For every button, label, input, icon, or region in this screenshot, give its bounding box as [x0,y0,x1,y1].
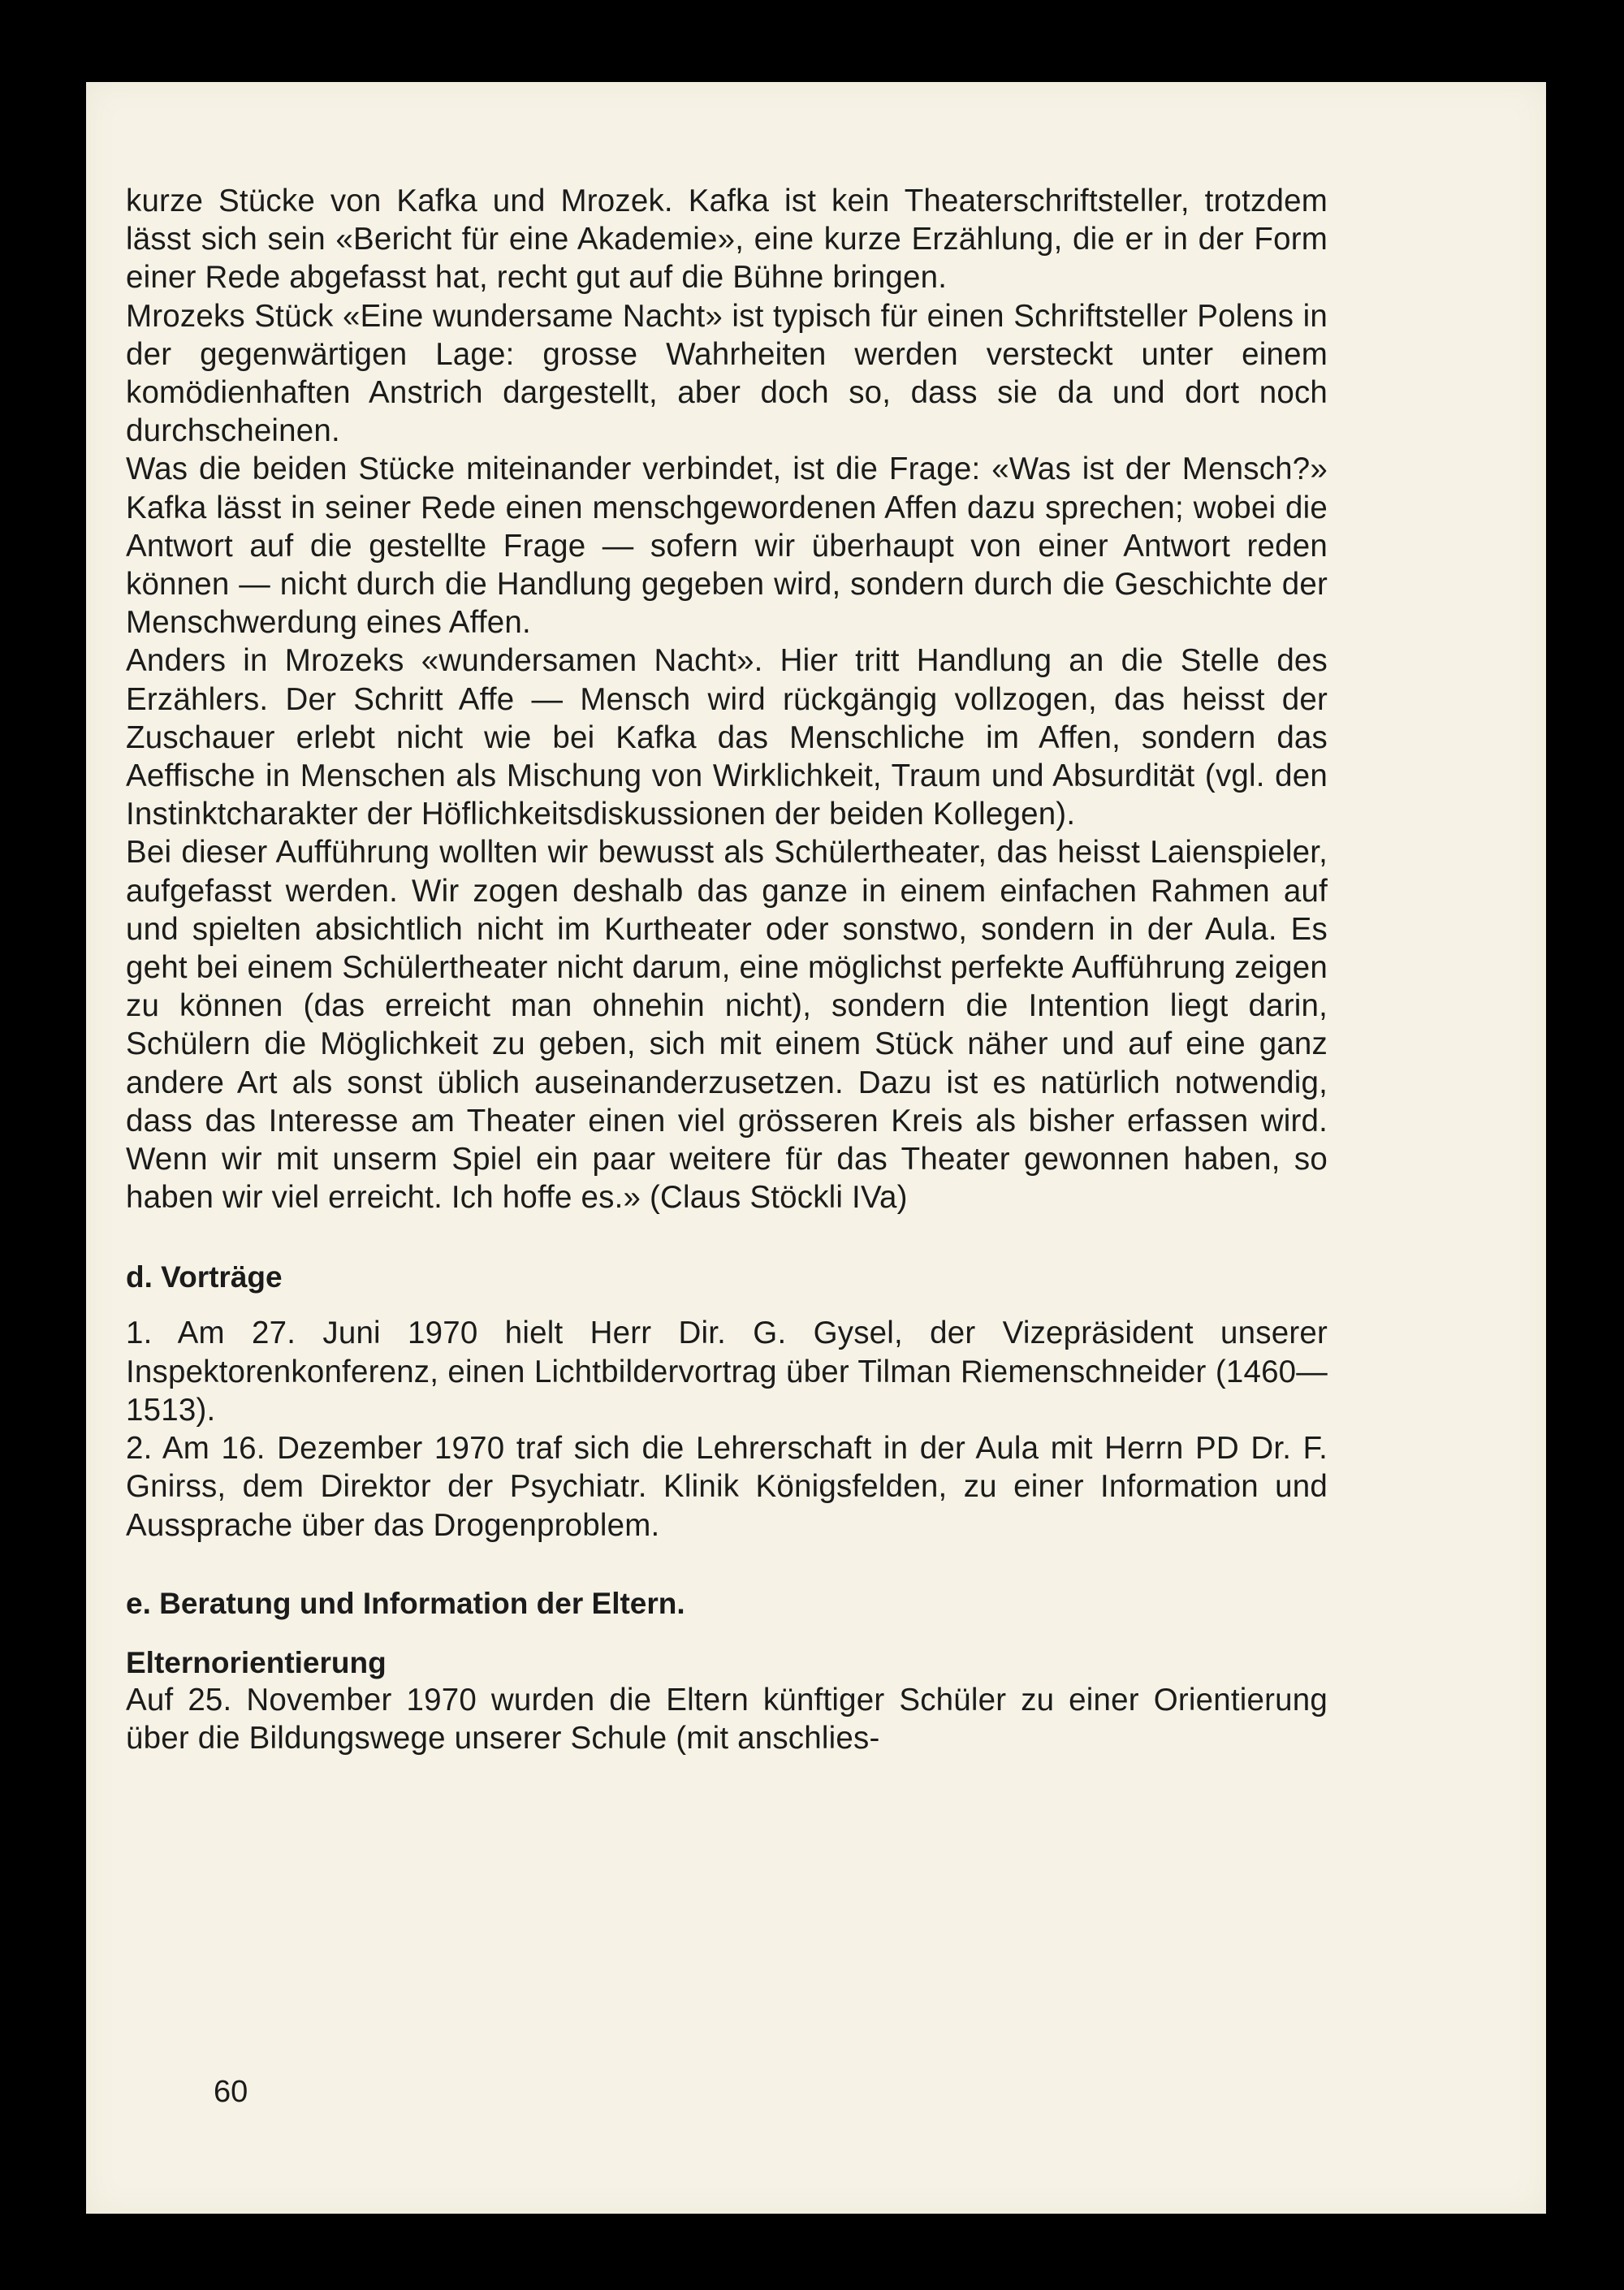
paragraph-common-question: Was die beiden Stücke miteinander verbindet, ist die Frage: «Was ist der Mensch?» Kafka lässt in seiner Rede einen menschgewordenen Affen dazu sprechen; wobei die Antwort auf die gestellte Frage — sofern wir überhaupt von einer Antwort reden können — nicht durch die Handlung gegeben wird, sondern durch die Geschichte der Menschwerdung eines Affen. [126,452,1328,641]
paragraph-wundersame-nacht: Anders in Mrozeks «wundersamen Nacht». Hier tritt Handlung an die Stelle des Erzählers. Der Schritt Affe — Mensch wird rückgängig vollzogen, das heisst der Zuschauer erlebt nicht wie bei Kafka das Menschliche im Affen, sondern das Aeffische in Menschen als Mischung von Wirklichkeit, Traum und Absurdität (vgl. den Instinktcharakter der Höflichkeitsdiskussionen der beiden Kollegen). [126,643,1328,832]
subheading-elternorientierung: Elternorientierung [126,1645,387,1679]
section-heading-vortraege: d. Vorträge [126,1260,283,1294]
paragraph-kafka-mrozek-intro: kurze Stücke von Kafka und Mrozek. Kafka ist kein Theaterschriftsteller, trotzdem lässt sich sein «Bericht für eine Akademie», eine kurze Erzählung, die er in der Form einer Rede abgefasst hat, recht gut auf die Bühne bringen. [126,184,1328,296]
section-heading-eltern: e. Beratung und Information der Eltern. [126,1586,685,1620]
page-number: 60 [214,2075,248,2109]
paragraph-elternorientierung: Auf 25. November 1970 wurden die Eltern künftiger Schüler zu einer Orientierung über die Bildungswege unserer Schule (mit anschlies- [126,1682,1328,1756]
paragraph-mrozek-play: Mrozeks Stück «Eine wundersame Nacht» ist typisch für einen Schriftsteller Polens in der gegenwärtigen Lage: grosse Wahrheiten werden versteckt unter einem komödienhaften Anstrich dargestellt, aber doch so, dass sie da und dort noch durchscheinen. [126,298,1328,449]
body-text [126,182,1328,1757]
paragraph-school-theater: Bei dieser Aufführung wollten wir bewusst als Schülertheater, das heisst Laienspieler, aufgefasst werden. Wir zogen deshalb das ganze in einem einfachen Rahmen auf und spielten absichtlich nicht im Kurtheater oder sonstwo, sondern in der Aula. Es geht bei einem Schülertheater nicht darum, eine möglichst perfekte Aufführung zeigen zu können (das erreicht man ohnehin nicht), sondern die Intention liegt darin, Schülern die Möglichkeit zu geben, sich mit einem Stück näher und auf eine ganz andere Art als sonst üblich auseinanderzusetzen. Dazu ist es natürlich notwendig, dass das Interesse am Theater einen viel grösseren Kreis als bisher erfassen wird. Wenn wir mit unserm Spiel ein paar weitere für das Theater gewonnen haben, so haben wir viel erreicht. Ich hoffe es.» (Claus Stöckli IVa) [126,835,1328,1216]
lecture-item-1: 1. Am 27. Juni 1970 hielt Herr Dir. G. Gysel, der Vizepräsident unserer Inspektorenkonferenz, einen Lichtbildervortrag über Tilman Riemenschneider (1460—1513). [126,1316,1328,1428]
lecture-item-2: 2. Am 16. Dezember 1970 traf sich die Lehrerschaft in der Aula mit Herrn PD Dr. F. Gnirss, dem Direktor der Psychiatr. Klinik Königsfelden, zu einer Information und Aussprache über das Drogenproblem. [126,1431,1328,1543]
